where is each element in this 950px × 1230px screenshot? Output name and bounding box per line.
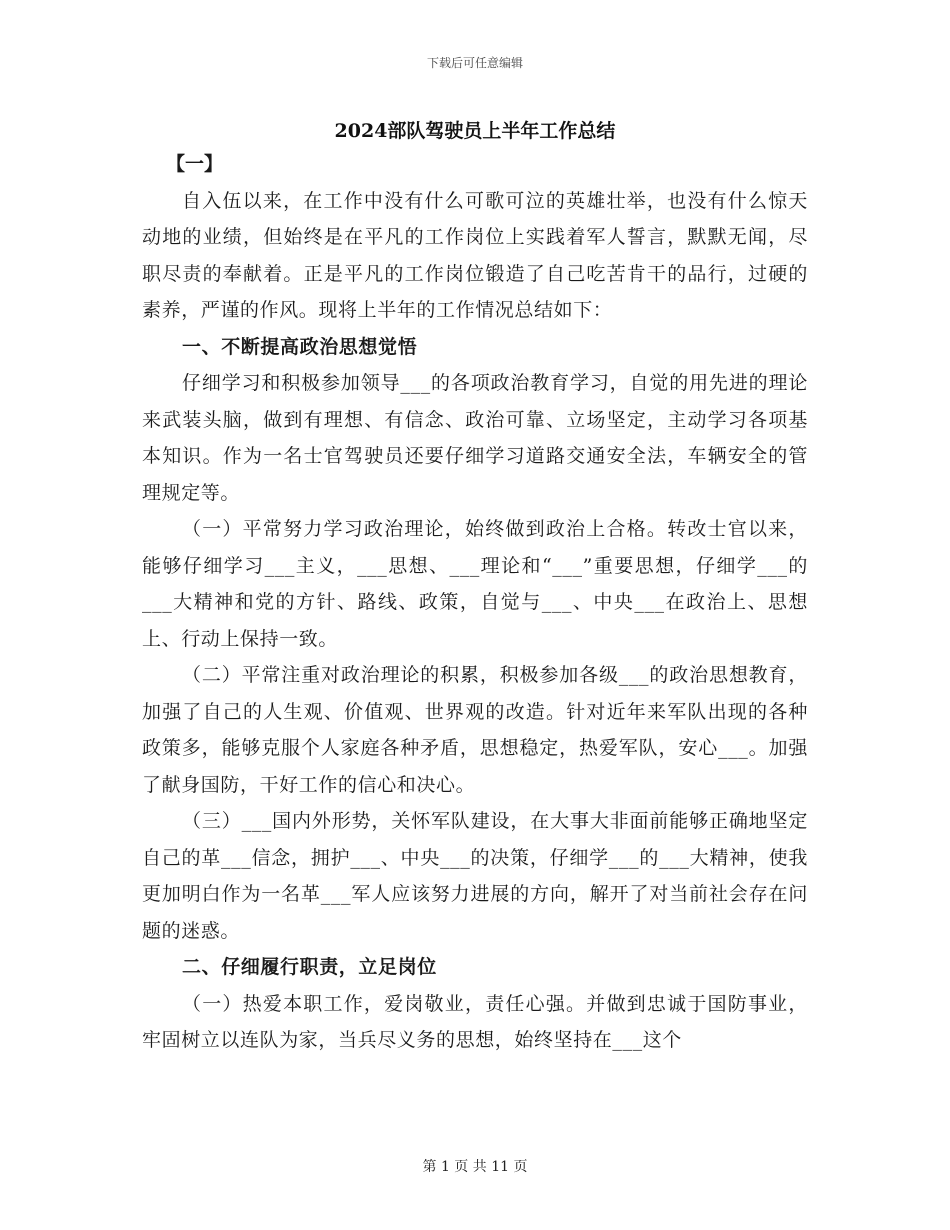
section1-paragraph: （三）___国内外形势，关怀军队建设，在大事大非面前能够正确地坚定自己的革___信念，拥护___、中央___的决策，仔细学___的___大精神，使我更加明白作为一名革___军人应该努力进展的方向，解开了对当前社会存在问题的迷惑。 <box>142 810 808 942</box>
section-heading-1: 一、不断提高政治思想觉悟 <box>182 335 418 358</box>
section1-paragraph: （二）平常注重对政治理论的积累，积极参加各级___的政治思想教育，加强了自己的人生观、价值观、世界观的改造。针对近年来军队出现的各种政策多，能够克服个人家庭各种矛盾，思想稳定，热爱军队，安心___。加强了献身国防，干好工作的信心和决心。 <box>142 664 808 796</box>
section2-paragraph: （一）热爱本职工作，爱岗敬业，责任心强。并做到忠诚于国防事业，牢固树立以连队为家，当兵尽义务的思想，始终坚持在___这个 <box>142 992 808 1051</box>
section1-paragraph: （一）平常努力学习政治理论，始终做到政治上合格。转改士官以来，能够仔细学习___主义，___思想、___理论和“___”重要思想，仔细学___的___大精神和党的方针、路线、政策，自觉与___、中央___在政治上、思想上、行动上保持一致。 <box>142 518 808 650</box>
header-note: 下载后可任意编辑 <box>426 56 523 70</box>
document-title: 2024部队驾驶员上半年工作总结 <box>334 120 616 142</box>
page-footer: 第 1 页 共 11 页 <box>422 1159 528 1175</box>
section-heading-2: 二、仔细履行职责，立足岗位 <box>182 956 437 978</box>
section-mark: 【一】 <box>166 153 224 175</box>
intro-paragraph: 自入伍以来，在工作中没有什么可歌可泣的英雄壮举，也没有什么惊天动地的业绩，但始终是在平凡的工作岗位上实践着军人誓言，默默无闻，尽职尽责的奉献着。正是平凡的工作岗位锻造了自己吃苦肯干的品行，过硬的素养，严谨的作风。现将上半年的工作情况总结如下： <box>142 189 808 321</box>
section1-paragraph: 仔细学习和积极参加领导___的各项政治教育学习，自觉的用先进的理论来武装头脑，做到有理想、有信念、政治可靠、立场坚定，主动学习各项基本知识。作为一名士官驾驶员还要仔细学习道路交通安全法，车辆安全的管理规定等。 <box>142 372 808 504</box>
document-body <box>142 146 808 1059</box>
